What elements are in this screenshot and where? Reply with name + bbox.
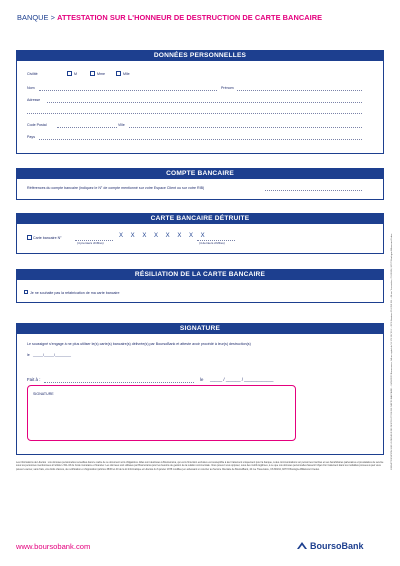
card-first-digits-hint: (4 premiers chiffres) [77, 241, 104, 245]
code-postal-field[interactable] [57, 127, 117, 128]
le2-label: le [200, 377, 204, 382]
side-legal-text [387, 140, 395, 470]
card-section [16, 213, 384, 254]
fait-label: Fait à : [27, 377, 41, 382]
prenom-label: Prénom [221, 86, 234, 90]
boursobank-logo-icon [296, 540, 308, 552]
resiliation-heading: RÉSILIATION DE LA CARTE BANCAIRE [17, 270, 383, 280]
account-heading: COMPTE BANCAIRE [17, 169, 383, 179]
civility-mme-checkbox[interactable] [90, 71, 95, 76]
resiliation-text: Je ne souhaite pas la refabrication de ma carte bancaire [30, 291, 120, 295]
civility-m-checkbox[interactable] [67, 71, 72, 76]
pays-field[interactable] [39, 139, 362, 140]
personal-section [16, 50, 384, 154]
boursobank-logo [296, 539, 364, 553]
account-ref-field[interactable] [265, 190, 362, 191]
civility-m-label: M [74, 72, 77, 76]
page-title [17, 13, 322, 22]
signature-box-label: SIGNATURE [33, 392, 54, 396]
side-legal-line: 1008 ATTESTATION SUR L'HONNEUR DE DESTRUCTION DE CARTE BANCAIRE – 01/09/2023 Boursorama, SA au capital de 51 171 597,60 € – RCS Nanterre 351 058 151 – 44 rue Traversière, CS 80134, 92772 Boulogne-Billancourt Cedex [391, 233, 393, 470]
fait-field[interactable] [44, 382, 194, 383]
legal-notice: Les informations de Libertés : vos données personnelles recueillies dans le cadre de ce document sont obligatoires. Elles sont destinées à Boursorama, qui est à l'intention exclusive est susceptible à leur traitement uniquement pour la banque, à des communications sur personnes inscrites et ses bénéficiaires partenaires et prestataires de service sous les personnes mentionnées à l'article L.511-33 du Code monétaire et financier. Les données sont utilisées par Boursorama pour les besoins de gestion de la relation commerciale. Vous pouvez vous opposer, sous des motifs légitimes, à ce que vos données personnelles fassent l'objet d'un traitement dans les modalités prévues à quel vous pouvez exercer, sans frais, vos droits d'accès, de rectification et d'opposition (articles 38/39 et 40 de la loi Informatique et Libertés du 6 janvier 1978 modifiée) en adressant un courrier au Service Clientèle de BoursoBank, 44 rue Traversière, CS 80134, 92772 Boulogne-Billancourt Cedex. [16, 461, 384, 471]
le-label: le [27, 353, 30, 357]
signature-heading: SIGNATURE [17, 324, 383, 334]
nom-label: Nom [27, 86, 35, 90]
card-heading: CARTE BANCAIRE DÉTRUITE [17, 214, 383, 224]
card-checkbox[interactable] [27, 235, 32, 240]
adresse-label: Adresse [27, 98, 41, 102]
signature-box[interactable] [27, 385, 296, 441]
civility-mlle-label: Mlle [123, 72, 130, 76]
adresse-field-2[interactable] [27, 113, 362, 114]
signature-section [16, 323, 384, 455]
resiliation-section [16, 269, 384, 303]
prenom-field[interactable] [237, 90, 362, 91]
document-title: ATTESTATION SUR L'HONNEUR DE DESTRUCTION DE CARTE BANCAIRE [57, 13, 323, 22]
ville-field[interactable] [129, 127, 362, 128]
personal-heading: DONNÉES PERSONNELLES [17, 51, 383, 61]
nom-field[interactable] [39, 90, 217, 91]
signature-statement: Le soussigné s'engage à ne plus utiliser le(s) carte(s) bancaire(s) délivrée(s) par BoursoBank et atteste avoir procédé à leur(s) destruction(s) [27, 342, 251, 346]
date2-field[interactable]: _____ / ______ / ____________ [210, 377, 274, 382]
adresse-field-1[interactable] [47, 102, 362, 103]
civility-mme-label: Mme [97, 72, 105, 76]
account-ref-label: Références du compte bancaire (indiquez le N° de compte mentionné sur votre Espace Client ou sur votre RIB) [27, 186, 205, 190]
ville-label: Ville [118, 123, 125, 127]
pays-label: Pays [27, 135, 35, 139]
resiliation-checkbox[interactable] [24, 290, 28, 294]
civility-label: Civilité [27, 72, 38, 76]
footer-url[interactable]: www.boursobank.com [16, 542, 91, 551]
civility-mlle-checkbox[interactable] [116, 71, 121, 76]
card-label: Carte bancaire N° [33, 236, 62, 240]
boursobank-logo-text: BoursoBank [310, 541, 364, 551]
card-last-digits-hint: (4 derniers chiffres) [199, 241, 225, 245]
card-masked-digits: X X X X X X X X [119, 233, 208, 239]
title-separator: > [50, 13, 55, 22]
date-field[interactable]: _____/_____/________ [33, 353, 71, 357]
code-postal-label: Code Postal [27, 123, 47, 127]
bank-label: BANQUE [17, 13, 49, 22]
account-section [16, 168, 384, 200]
